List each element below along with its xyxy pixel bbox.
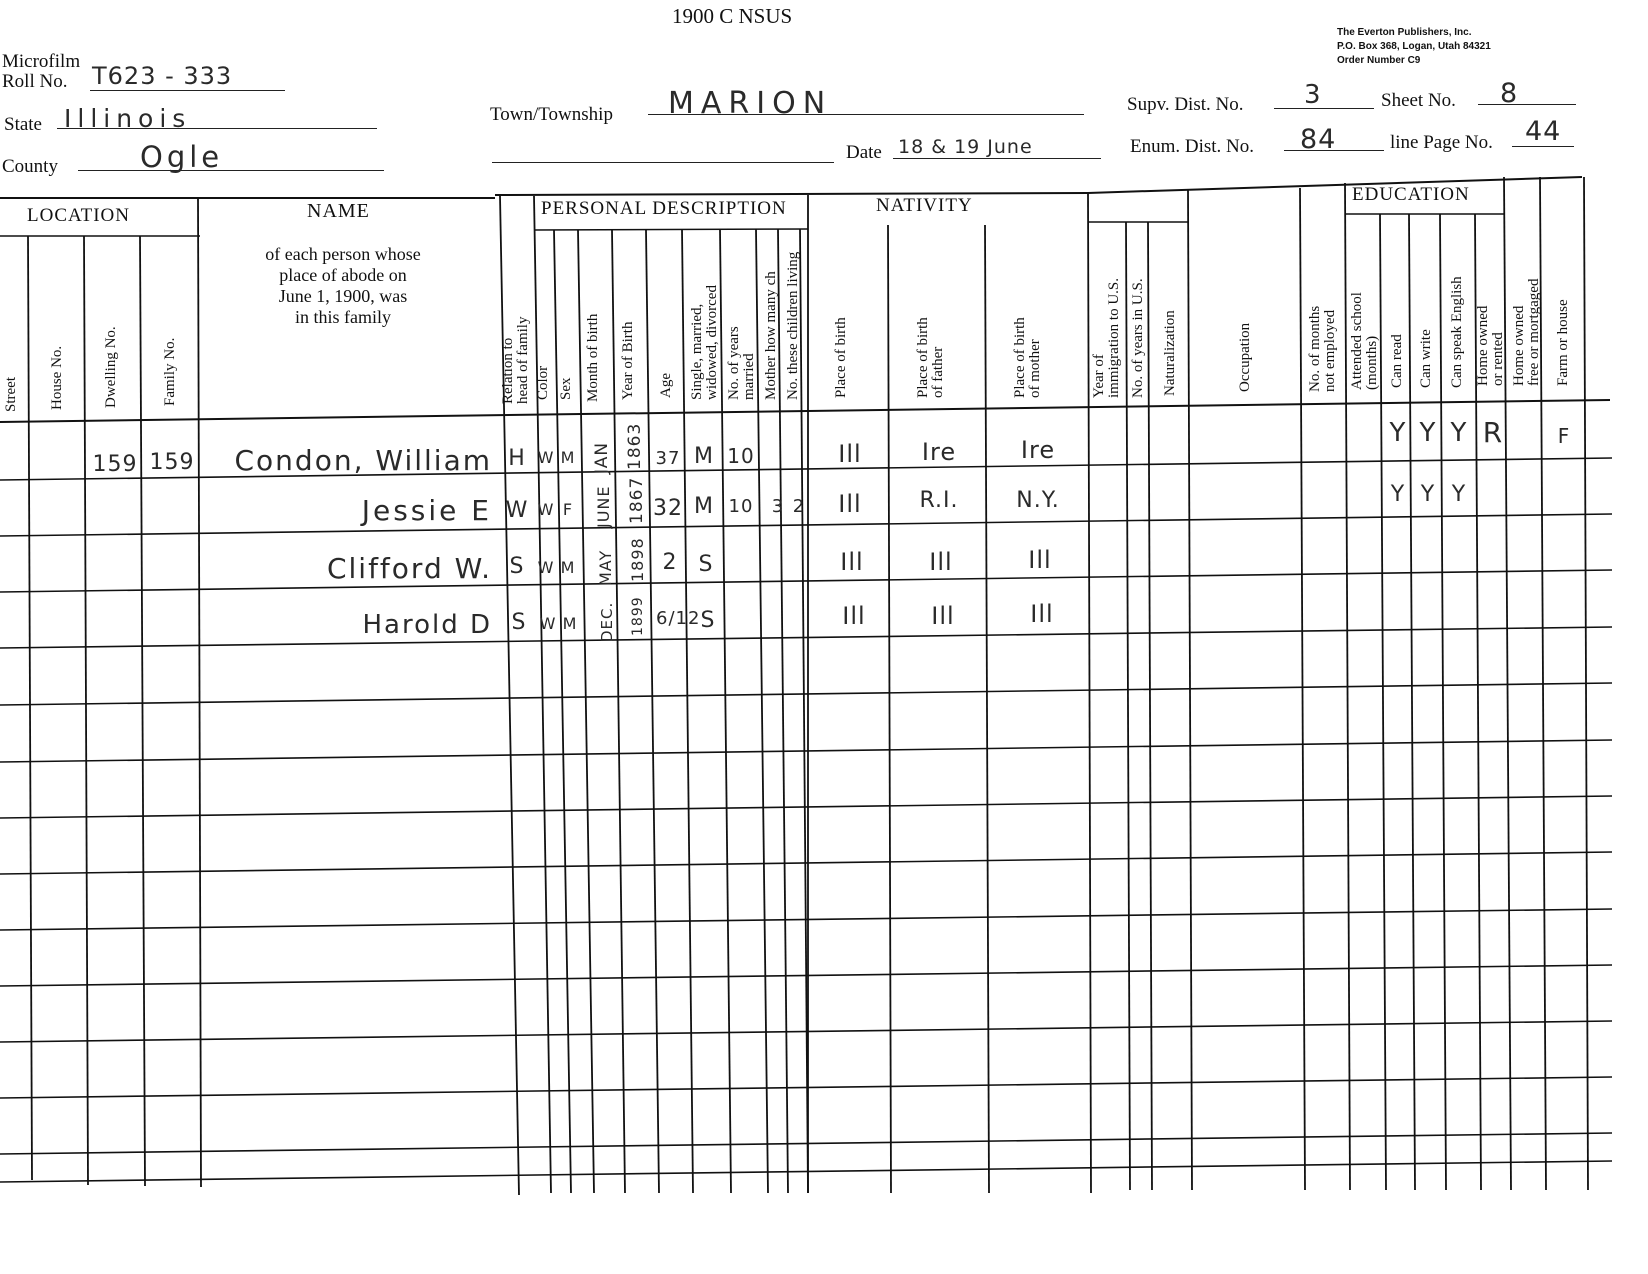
row-sex[interactable]: F: [562, 500, 574, 519]
row-color[interactable]: W: [537, 448, 555, 467]
page-label: line Page No.: [1390, 132, 1493, 153]
row-month[interactable]: JAN: [592, 441, 612, 474]
row-pob[interactable]: Ill: [840, 548, 864, 576]
row-farm[interactable]: F: [1557, 424, 1571, 448]
col-relation-line-2: head of family: [515, 316, 531, 404]
education-heading: EDUCATION: [1352, 184, 1470, 205]
row-years-married[interactable]: 10: [728, 496, 754, 517]
col-street: Street: [3, 377, 19, 412]
col-place-of-birth-father: [916, 317, 946, 398]
microfilm-label: Microfilm: [2, 51, 81, 72]
col-children-living: No. these children living: [785, 251, 801, 400]
col-home-line-2: or rented: [1490, 332, 1506, 386]
personal-description-heading: PERSONAL DESCRIPTION: [541, 198, 787, 219]
row-year[interactable]: 1863: [625, 422, 645, 470]
col-place-of-birth-mother: [1013, 317, 1043, 398]
row-pob-father[interactable]: Ire: [921, 438, 957, 466]
row-name[interactable]: Harold D: [362, 610, 492, 640]
row-color[interactable]: W: [539, 614, 557, 633]
row-age[interactable]: 32: [653, 496, 683, 521]
row-relation[interactable]: S: [509, 554, 525, 579]
county-value[interactable]: Ogle: [140, 140, 224, 174]
form-title: 1900 C NSUS: [672, 4, 793, 28]
row-relation[interactable]: W: [505, 498, 529, 523]
row-name[interactable]: Clifford W.: [326, 552, 492, 585]
col-place-of-birth: Place of birth: [833, 317, 849, 398]
roll-label: Roll No.: [2, 71, 68, 92]
col-relation-line-1: Relation to: [500, 337, 516, 404]
sheet-label: Sheet No.: [1381, 90, 1456, 111]
row-living[interactable]: 2: [792, 496, 806, 517]
row-year[interactable]: 1899: [630, 596, 646, 636]
row-age[interactable]: 37: [655, 448, 681, 469]
col-dwelling-no: Dwelling No.: [103, 326, 119, 408]
row-family-no[interactable]: 159: [149, 450, 195, 475]
row-relation[interactable]: S: [511, 610, 527, 635]
col-immigration-line-2: immigration to U.S.: [1106, 278, 1122, 398]
col-age: Age: [658, 373, 674, 398]
col-naturalization: Naturalization: [1162, 310, 1178, 396]
name-desc-line-4: in this family: [295, 307, 391, 327]
col-year-of-birth: Year of Birth: [620, 321, 636, 400]
sheet-value[interactable]: 8: [1500, 78, 1519, 109]
township-label: Town/Township: [490, 104, 613, 125]
row-dwelling-no[interactable]: 159: [92, 452, 138, 477]
col-pob-mother-line-1: Place of birth: [1012, 317, 1028, 398]
col-marital-line-2: widowed, divorced: [704, 285, 720, 400]
col-months-line-2: not employed: [1322, 309, 1338, 392]
row-month[interactable]: DEC.: [598, 601, 616, 642]
col-pob-father-line-2: of father: [930, 346, 946, 398]
row-can-read[interactable]: Y: [1389, 418, 1407, 448]
enum-dist-label: Enum. Dist. No.: [1130, 136, 1255, 157]
location-heading: LOCATION: [27, 205, 130, 226]
row-marital[interactable]: S: [700, 608, 716, 633]
row-pob[interactable]: Ill: [838, 490, 862, 518]
row-marital[interactable]: M: [694, 444, 714, 469]
col-marital-status: [690, 285, 720, 400]
col-pob-mother-line-2: of mother: [1027, 339, 1043, 398]
col-farm-or-house: Farm or house: [1555, 299, 1571, 386]
name-desc-line-1: of each person whose: [265, 244, 421, 264]
row-pob-father[interactable]: R.I.: [919, 488, 959, 513]
col-mortgage-line-1: Home owned: [1511, 305, 1527, 386]
col-relation: [501, 317, 531, 404]
supv-dist-label: Supv. Dist. No.: [1127, 94, 1244, 115]
col-house-no: House No.: [49, 345, 65, 410]
row-marital[interactable]: S: [698, 552, 714, 577]
row-pob[interactable]: Ill: [838, 440, 862, 468]
col-mortgage-line-2: free or mortgaged: [1526, 278, 1542, 386]
row-can-speak-english[interactable]: Y: [1451, 482, 1467, 507]
date-value[interactable]: 18 & 19 June: [898, 136, 1033, 158]
name-heading: NAME: [307, 200, 370, 222]
row-years-married[interactable]: 10: [727, 444, 755, 468]
col-color: Color: [535, 365, 551, 400]
roll-value[interactable]: T623 - 333: [92, 62, 233, 90]
col-month-of-birth: Month of birth: [585, 313, 601, 402]
publisher-order-number: Order Number C9: [1337, 55, 1421, 66]
nativity-heading: NATIVITY: [876, 195, 973, 216]
col-years-married-line-1: No. of years: [726, 326, 742, 400]
row-year[interactable]: 1898: [628, 537, 647, 582]
col-can-write: Can write: [1418, 329, 1434, 388]
row-sex[interactable]: M: [560, 448, 576, 467]
col-school-line-1: Attended school: [1349, 292, 1365, 390]
col-immigration-line-1: Year of: [1091, 354, 1107, 398]
col-years-married-line-2: married: [741, 353, 757, 400]
row-color[interactable]: W: [537, 558, 555, 577]
publisher-address: P.O. Box 368, Logan, Utah 84321: [1337, 41, 1491, 52]
row-pob-mother[interactable]: Ill: [1028, 546, 1052, 574]
row-age[interactable]: 6/12: [656, 608, 701, 629]
col-home-line-1: Home owned: [1475, 305, 1491, 386]
col-home-mortgaged: [1512, 279, 1542, 386]
col-home-owned-rented: [1476, 306, 1506, 386]
col-attended-school: [1350, 292, 1380, 390]
row-pob-father[interactable]: Ill: [931, 602, 955, 630]
col-year-of-immigration: [1092, 278, 1122, 398]
state-label: State: [4, 114, 42, 135]
row-name[interactable]: Jessie E: [361, 494, 492, 527]
col-mother-children: Mother how many ch: [763, 271, 779, 400]
row-pob-mother[interactable]: Ire: [1020, 436, 1056, 464]
row-pob-mother[interactable]: Ill: [1030, 600, 1054, 628]
row-sex[interactable]: M: [560, 558, 576, 577]
row-pob-father[interactable]: Ill: [929, 548, 953, 576]
row-sex[interactable]: M: [562, 614, 578, 633]
row-name[interactable]: Condon, William: [234, 444, 492, 477]
col-family-no: Family No.: [162, 337, 178, 406]
col-occupation: Occupation: [1237, 322, 1253, 392]
row-month[interactable]: JUNE: [594, 485, 613, 528]
county-label: County: [2, 156, 58, 177]
state-value[interactable]: Illinois: [64, 104, 192, 133]
name-desc-line-3: June 1, 1900, was: [278, 286, 408, 306]
row-can-speak-english[interactable]: Y: [1450, 418, 1468, 448]
supv-dist-value[interactable]: 3: [1304, 80, 1322, 110]
row-age[interactable]: 2: [662, 550, 678, 575]
col-months-not-employed: [1308, 306, 1338, 392]
row-color[interactable]: W: [537, 500, 555, 519]
row-relation[interactable]: H: [508, 446, 526, 471]
row-pob-mother[interactable]: N.Y.: [1016, 488, 1060, 513]
col-pob-father-line-1: Place of birth: [915, 317, 931, 398]
row-mother[interactable]: 3: [771, 496, 785, 517]
row-pob[interactable]: Ill: [842, 602, 866, 630]
col-marital-line-1: Single, married,: [689, 303, 705, 400]
col-years-in-us: No. of years in U.S.: [1130, 278, 1146, 398]
publisher-name: The Everton Publishers, Inc.: [1337, 27, 1472, 38]
col-sex: Sex: [558, 377, 574, 400]
col-years-married: [727, 326, 757, 400]
col-school-line-2: (months): [1364, 335, 1380, 390]
enum-dist-value[interactable]: 84: [1300, 124, 1337, 155]
col-can-read: Can read: [1389, 334, 1405, 388]
row-home[interactable]: R: [1482, 416, 1504, 449]
row-month[interactable]: MAY: [596, 549, 615, 586]
row-year[interactable]: 1867: [627, 476, 647, 524]
name-desc-line-2: place of abode on: [279, 265, 407, 285]
row-can-read[interactable]: Y: [1390, 482, 1406, 507]
col-can-speak-english: Can speak English: [1449, 276, 1465, 388]
township-value[interactable]: MARION: [668, 86, 833, 121]
row-marital[interactable]: M: [694, 494, 714, 519]
name-description: [238, 244, 448, 328]
page-value[interactable]: 44: [1525, 116, 1562, 147]
date-label: Date: [846, 142, 882, 163]
row-can-write[interactable]: Y: [1419, 418, 1437, 448]
row-can-write[interactable]: Y: [1420, 482, 1436, 507]
col-months-line-1: No. of months: [1307, 305, 1323, 392]
